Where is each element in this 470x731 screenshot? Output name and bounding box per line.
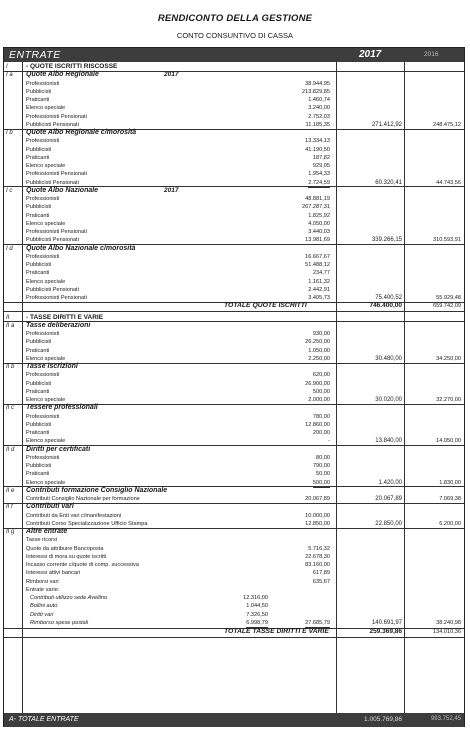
item-value: 83.160,00 xyxy=(305,562,330,568)
sub-item-value: 6.998,79 xyxy=(246,619,268,626)
line-item xyxy=(4,96,464,104)
line-item xyxy=(4,104,464,112)
item-label: Professionisti xyxy=(26,413,60,420)
line-item xyxy=(4,146,464,154)
section-code: I xyxy=(6,64,8,70)
line-item xyxy=(4,338,464,346)
line-item xyxy=(4,388,464,396)
line-item xyxy=(4,545,464,553)
section-total-value: 746.400,00 xyxy=(369,302,402,310)
line-item xyxy=(4,380,464,388)
item-label: Pubblicisti Pensionati xyxy=(26,121,79,128)
section-total-label: TOTALE QUOTE ISCRITTI xyxy=(224,302,307,310)
item-label: Elenco speciale xyxy=(26,163,66,169)
item-label: Tasse ricorsi xyxy=(26,537,58,544)
group-total: 140.691,97 xyxy=(371,619,402,626)
line-item xyxy=(4,170,464,178)
group-total: 30.020,00 xyxy=(375,397,402,403)
group-code: II c xyxy=(6,405,15,412)
group-prev: 6.200,00 xyxy=(439,520,461,527)
item-value: 1.460,74 xyxy=(308,97,330,103)
item-value: 2.752,03 xyxy=(308,113,330,120)
item-value: 3.240,00 xyxy=(308,105,330,112)
item-label: Pubblicisti xyxy=(26,380,52,387)
line-item xyxy=(4,80,464,88)
group-total: 1.420,00 xyxy=(378,479,402,486)
group-label: Quote Albo Regionale c/morosità xyxy=(26,129,137,136)
line-item xyxy=(4,512,464,520)
item-value: 16.667,67 xyxy=(305,253,330,260)
item-label: Professionisti xyxy=(26,454,60,461)
section-total-value: 259.369,86 xyxy=(369,628,402,635)
item-label: Praticanti xyxy=(26,388,50,395)
item-label: Quote da attribuire Bancoposta xyxy=(26,545,104,552)
item-label: Interessi di mora su quote iscritti xyxy=(26,553,107,560)
sub-item-value: 12.316,00 xyxy=(243,595,268,601)
group-code: I d xyxy=(6,245,13,252)
group-total: 339.266,15 xyxy=(371,237,402,244)
line-item xyxy=(4,203,464,211)
group-prev: 55.929,48 xyxy=(436,295,461,301)
item-value: 12.860,00 xyxy=(305,421,330,428)
item-label: Interessi attivi bancari xyxy=(26,570,81,577)
section-total xyxy=(4,302,464,310)
item-label: Incasso corrente c/quote di comp. successiva xyxy=(26,562,139,568)
line-item xyxy=(4,561,464,569)
sub-item xyxy=(4,594,464,602)
item-value: 5.716,32 xyxy=(308,545,330,552)
item-value: 500,00 xyxy=(312,388,330,395)
item-value: 930,00 xyxy=(312,331,330,337)
group-heading xyxy=(4,187,464,195)
item-value: 500,00 xyxy=(312,479,330,486)
item-value: 1.161,32 xyxy=(308,278,330,285)
item-label: Contributi da Enti vari c/manifestazioni xyxy=(26,512,122,519)
item-label: Pubblicisti Pensionati xyxy=(26,237,79,244)
line-item xyxy=(4,278,464,286)
item-value: - xyxy=(328,438,330,445)
header-label: ENTRATE xyxy=(9,49,61,61)
item-value: 620,00 xyxy=(312,372,330,379)
group-year: 2017 xyxy=(164,186,179,194)
item-label: Pubblicisti xyxy=(26,204,52,211)
group-label: Quote Albo Regionale xyxy=(26,71,99,79)
sub-item-label: Diritti vari xyxy=(30,611,54,618)
item-label: Entrate varie: xyxy=(26,586,60,593)
entrate-table xyxy=(3,47,465,727)
item-label: Contributi Consiglio Nazionale per formazione xyxy=(26,496,140,502)
sub-item-label: Rimborso spese postali xyxy=(30,619,89,626)
item-label: Pubblicisti xyxy=(26,146,52,153)
item-value: 20.067,89 xyxy=(305,496,330,502)
item-label: Professionisti Pensionati xyxy=(26,295,87,301)
item-value: 929,05 xyxy=(312,163,330,169)
line-item xyxy=(4,154,464,162)
group-total: 60.320,41 xyxy=(375,179,402,186)
group-heading xyxy=(4,528,464,536)
item-value: 11.185,35 xyxy=(305,121,330,128)
section-total-prev: 659.742,09 xyxy=(433,303,461,310)
line-item xyxy=(4,269,464,277)
item-value: 4.050,00 xyxy=(308,220,330,227)
line-item xyxy=(4,286,464,294)
line-item xyxy=(4,212,464,220)
item-label: Pubblicisti xyxy=(26,421,52,428)
item-label: Professionisti xyxy=(26,372,60,379)
group-heading xyxy=(4,503,464,511)
item-value: 80,00 xyxy=(316,454,330,461)
sub-item-label: Contributi utilizzo sede Avellino xyxy=(30,595,108,601)
group-code: II e xyxy=(6,487,15,494)
group-label: Altre entrate xyxy=(26,528,68,535)
line-item xyxy=(4,137,464,145)
group-total: 13.840,00 xyxy=(375,438,402,445)
item-label: Elenco speciale xyxy=(26,105,66,112)
group-heading xyxy=(4,322,464,330)
item-value: 13.981,69 xyxy=(305,237,330,244)
line-item xyxy=(4,470,464,478)
item-label: Pubblicisti xyxy=(26,88,52,95)
item-label: Praticanti xyxy=(26,347,50,354)
group-code: I a xyxy=(6,72,13,79)
group-heading xyxy=(4,446,464,454)
line-item xyxy=(4,347,464,355)
item-label: Pubblicisti Pensionati xyxy=(26,286,79,293)
item-label: Professionisti xyxy=(26,253,60,260)
item-label: Elenco speciale xyxy=(26,438,66,445)
item-value: 790,00 xyxy=(312,463,330,469)
sub-item-label: Bollini auto xyxy=(30,603,58,610)
item-value: 48.881,19 xyxy=(305,196,330,202)
item-value: 213.829,85 xyxy=(302,88,330,95)
line-item xyxy=(4,371,464,379)
footer-label: A- TOTALE ENTRATE xyxy=(9,716,79,723)
item-label: Professionisti xyxy=(26,80,60,87)
item-label: Professionisti xyxy=(26,196,60,202)
table-header xyxy=(4,48,464,62)
item-value: 187,82 xyxy=(312,154,330,161)
line-item xyxy=(4,162,464,170)
item-value: 780,00 xyxy=(312,413,330,420)
group-code: II f xyxy=(6,504,13,511)
line-item xyxy=(4,462,464,470)
group-heading xyxy=(4,245,464,253)
item-value: 2.000,00 xyxy=(308,397,330,403)
group-prev: 1.830,00 xyxy=(439,479,461,486)
item-label: Elenco speciale xyxy=(26,397,66,403)
group-heading xyxy=(4,129,464,137)
sub-item xyxy=(4,619,464,627)
group-label: Contributi formazione Consiglio Nazionale xyxy=(26,486,168,494)
item-label: Contributi Corso Specializzazione Ufficio Stampa xyxy=(26,520,148,527)
group-code: I b xyxy=(6,130,13,136)
item-label: Praticanti xyxy=(26,471,50,478)
group-prev: 14.050,00 xyxy=(436,438,461,445)
group-heading xyxy=(4,404,464,412)
line-item xyxy=(4,421,464,429)
section-total-prev: 134.010,36 xyxy=(433,629,461,635)
group-label: Contributi vari xyxy=(26,503,74,511)
group-code: I c xyxy=(6,187,13,194)
item-label: Praticanti xyxy=(26,270,50,277)
group-label: Tessere professionali xyxy=(26,404,98,412)
group-prev: 7.069,38 xyxy=(439,496,461,502)
item-value: 635,67 xyxy=(312,578,330,585)
item-value: 267.287,31 xyxy=(302,204,330,211)
header-year-current: 2017 xyxy=(359,49,382,60)
line-item xyxy=(4,536,464,544)
group-total: 30.480,00 xyxy=(375,355,402,362)
item-label: Rimborsi vari xyxy=(26,578,59,585)
item-value: 2.724,59 xyxy=(308,179,330,186)
item-label: Pubblicisti Pensionati xyxy=(26,179,79,186)
item-label: Professionisti Pensionati xyxy=(26,171,87,178)
group-prev: 38.240,98 xyxy=(436,619,461,626)
item-label: Praticanti xyxy=(26,430,50,436)
group-total: 75.400,52 xyxy=(375,295,402,301)
item-value: 41.190,50 xyxy=(305,146,330,153)
item-value: 12.850,00 xyxy=(305,520,330,527)
item-value: 13.334,13 xyxy=(305,138,330,145)
group-label: Tasse iscrizioni xyxy=(26,363,78,370)
section-label: - TASSE DIRITTI E VARIE xyxy=(26,313,104,321)
group-prev: 34.250,00 xyxy=(436,355,461,362)
row-separator xyxy=(4,637,464,638)
line-item xyxy=(4,195,464,203)
item-value: 234,77 xyxy=(312,270,330,277)
line-item xyxy=(4,113,464,121)
item-label: Pubblicisti xyxy=(26,463,52,469)
item-value: 617,89 xyxy=(312,570,330,577)
item-label: Professionisti xyxy=(26,331,60,337)
item-label: Professionisti xyxy=(26,138,60,145)
footer-total: 1.005.769,86 xyxy=(364,716,402,723)
sub-item-value: 7.326,50 xyxy=(246,611,268,618)
group-label: Tasse deliberazioni xyxy=(26,321,91,329)
line-item xyxy=(4,88,464,96)
group-label: Quote Albo Nazionale c/morosità xyxy=(26,244,136,252)
item-label: Elenco speciale xyxy=(26,355,66,362)
group-prev: 248.475,12 xyxy=(433,121,461,128)
line-item xyxy=(4,220,464,228)
item-value: 1.954,33 xyxy=(308,171,330,178)
section-label: - QUOTE ISCRITTI RISCOSSE xyxy=(26,63,118,70)
sub-item-value: 1.044,50 xyxy=(246,603,268,610)
group-label: Diritti per certificati xyxy=(26,445,91,453)
group-code: II b xyxy=(6,364,15,370)
item-label: Elenco speciale xyxy=(26,278,66,285)
item-value: 3.405,73 xyxy=(308,295,330,301)
line-item xyxy=(4,454,464,462)
table-footer xyxy=(4,713,464,727)
group-heading xyxy=(4,363,464,371)
item-label: Professionisti Pensionati xyxy=(26,113,87,120)
line-item xyxy=(4,586,464,594)
group-total: 22.850,00 xyxy=(375,520,402,527)
group-code: II g xyxy=(6,529,15,535)
section-code: II xyxy=(6,314,10,321)
item-value: 38.944,95 xyxy=(305,80,330,87)
line-item xyxy=(4,429,464,437)
item-value: 51.488,12 xyxy=(305,262,330,268)
item-label: Praticanti xyxy=(26,212,50,219)
group-label: Quote Albo Nazionale xyxy=(26,186,99,194)
item-value: 26.900,00 xyxy=(305,380,330,387)
item-value: 26.250,00 xyxy=(305,339,330,346)
group-total: 271.412,92 xyxy=(371,121,402,128)
item-value: 200,00 xyxy=(312,430,330,436)
group-code: II d xyxy=(6,446,15,453)
line-item xyxy=(4,413,464,421)
item-label: Praticanti xyxy=(26,154,50,161)
row-separator xyxy=(4,311,464,312)
line-item xyxy=(4,578,464,586)
footer-prev: 993.752,45 xyxy=(430,716,461,722)
document-subtitle: CONTO CONSUNTIVO DI CASSA xyxy=(176,31,294,40)
item-label: Elenco speciale xyxy=(26,479,66,486)
group-code: II a xyxy=(6,322,15,329)
item-value: 1.825,92 xyxy=(308,212,330,219)
group-heading xyxy=(4,71,464,79)
item-label: Elenco speciale xyxy=(26,220,66,227)
item-value: 3.440,03 xyxy=(308,229,330,235)
item-value: 50,00 xyxy=(316,471,330,478)
document-title: RENDICONTO DELLA GESTIONE xyxy=(157,13,313,24)
item-value: 1.050,00 xyxy=(308,347,330,354)
header-year-prev: 2016 xyxy=(424,51,439,58)
line-item xyxy=(4,253,464,261)
line-item xyxy=(4,228,464,236)
section-total-label: TOTALE TASSE DIRITTI E VARIE xyxy=(224,628,329,635)
line-item xyxy=(4,553,464,561)
sub-item xyxy=(4,602,464,610)
group-prev: 32.270,00 xyxy=(436,397,461,403)
item-value: 22.678,30 xyxy=(305,553,330,560)
line-item xyxy=(4,330,464,338)
item-label: Praticanti xyxy=(26,97,50,103)
group-total: 20.067,89 xyxy=(375,496,402,502)
section-total xyxy=(4,628,464,636)
line-item xyxy=(4,569,464,577)
item-value: 2.250,00 xyxy=(308,355,330,362)
group-year: 2017 xyxy=(164,71,179,79)
group-prev: 44.743,56 xyxy=(436,179,461,186)
item-value: 2.442,91 xyxy=(308,286,330,293)
sub-sum: 27.685,79 xyxy=(305,619,330,626)
item-label: Pubblicisti xyxy=(26,339,52,346)
item-value: 10.000,00 xyxy=(305,512,330,519)
group-heading xyxy=(4,487,464,495)
item-label: Pubblicisti xyxy=(26,262,52,268)
group-prev: 310.593,91 xyxy=(433,237,461,244)
sub-item xyxy=(4,611,464,619)
item-label: Professionisti Pensionati xyxy=(26,229,87,235)
line-item xyxy=(4,261,464,269)
